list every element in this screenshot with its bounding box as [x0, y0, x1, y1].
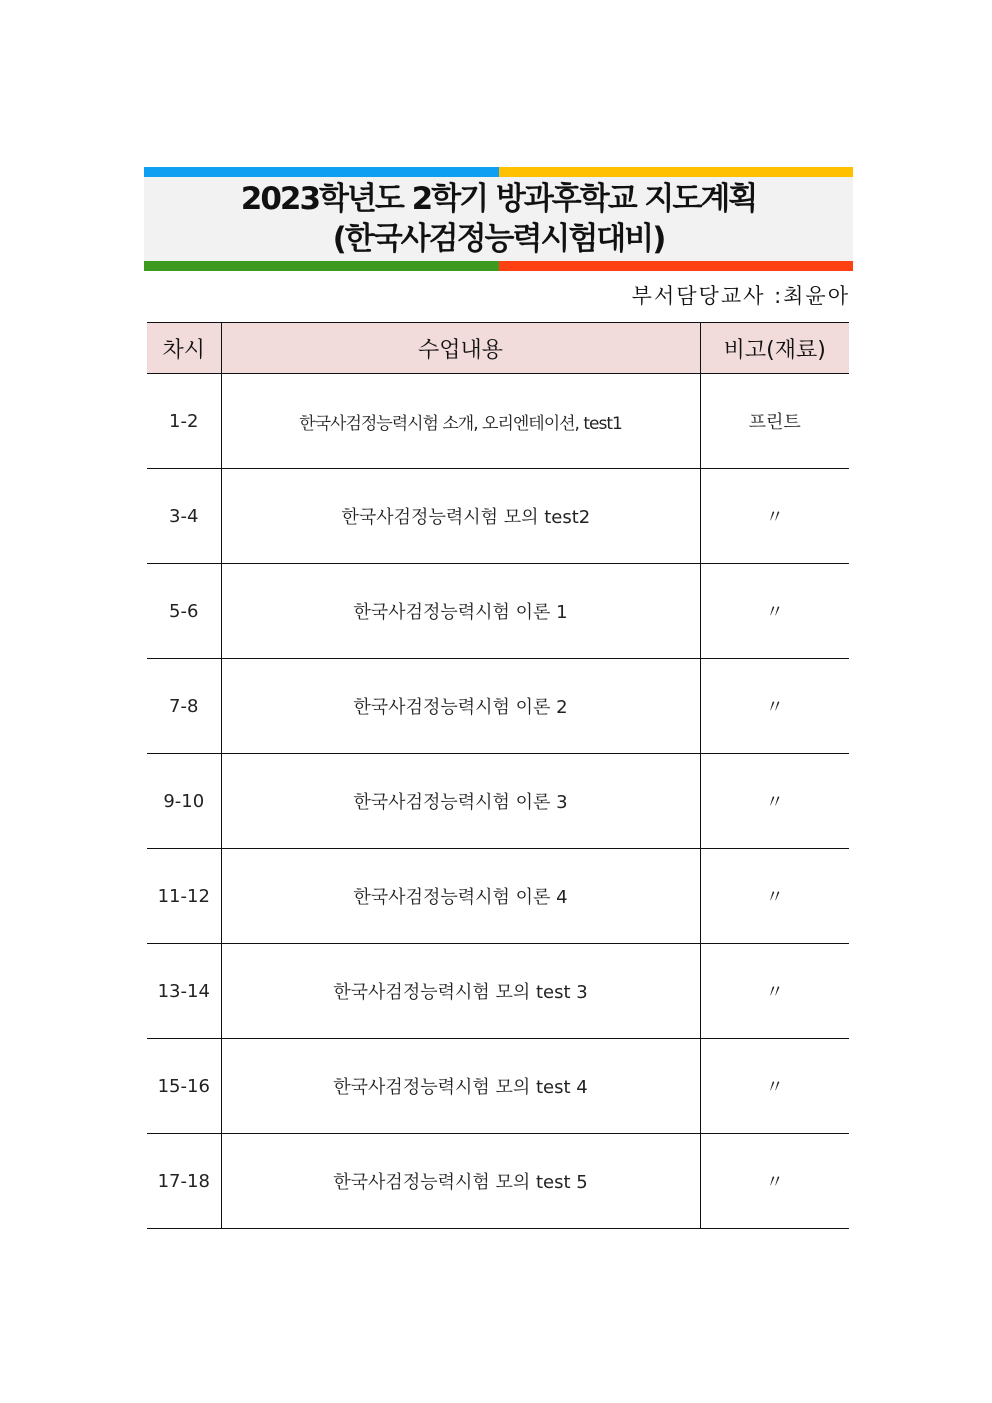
- cell-session: 7-8: [147, 659, 221, 754]
- banner-bar-bottom-right: [499, 261, 853, 271]
- cell-session: 13-14: [147, 944, 221, 1039]
- cell-session: 17-18: [147, 1134, 221, 1229]
- cell-content: 한국사검정능력시험 이론 4: [221, 849, 700, 944]
- cell-note: 〃: [700, 944, 849, 1039]
- table-row: [147, 659, 849, 754]
- cell-session: 15-16: [147, 1039, 221, 1134]
- cell-note: 〃: [700, 754, 849, 849]
- table-row: [147, 754, 849, 849]
- table-row: [147, 1039, 849, 1134]
- banner-bar-top-left: [144, 167, 499, 177]
- cell-content: 한국사검정능력시험 이론 1: [221, 564, 700, 659]
- cell-session: 1-2: [147, 374, 221, 469]
- cell-note: 〃: [700, 849, 849, 944]
- document-title: 2023학년도 2학기 방과후학교 지도계획: [240, 181, 757, 217]
- lesson-plan-table: [147, 322, 849, 1229]
- cell-session: 9-10: [147, 754, 221, 849]
- title-banner: [144, 167, 853, 271]
- cell-session: 11-12: [147, 849, 221, 944]
- table-row: [147, 374, 849, 469]
- cell-content: 한국사검정능력시험 모의 test 4: [221, 1039, 700, 1134]
- header-note: 비고(재료): [700, 323, 849, 374]
- cell-content: 한국사검정능력시험 소개, 오리엔테이션, test1: [221, 374, 700, 469]
- table-row: [147, 1134, 849, 1229]
- teacher-in-charge: 부서담당교사 :최윤아: [631, 284, 850, 308]
- table-header-row: [147, 323, 849, 374]
- cell-content: 한국사검정능력시험 이론 2: [221, 659, 700, 754]
- banner-bar-top-right: [499, 167, 853, 177]
- table-row: [147, 849, 849, 944]
- table-row: [147, 469, 849, 564]
- banner-bar-bottom-left: [144, 261, 499, 271]
- cell-note: 〃: [700, 564, 849, 659]
- cell-note: 〃: [700, 469, 849, 564]
- cell-session: 3-4: [147, 469, 221, 564]
- cell-note: 프린트: [700, 374, 849, 469]
- cell-content: 한국사검정능력시험 모의 test 5: [221, 1134, 700, 1229]
- cell-note: 〃: [700, 1039, 849, 1134]
- cell-content: 한국사검정능력시험 모의 test 3: [221, 944, 700, 1039]
- header-content: 수업내용: [221, 323, 700, 374]
- cell-note: 〃: [700, 1134, 849, 1229]
- table-row: [147, 564, 849, 659]
- header-session: 차시: [147, 323, 221, 374]
- document-subtitle: (한국사검정능력시험대비): [332, 221, 665, 257]
- cell-content: 한국사검정능력시험 이론 3: [221, 754, 700, 849]
- cell-session: 5-6: [147, 564, 221, 659]
- table-row: [147, 944, 849, 1039]
- cell-content: 한국사검정능력시험 모의 test2: [221, 469, 700, 564]
- cell-note: 〃: [700, 659, 849, 754]
